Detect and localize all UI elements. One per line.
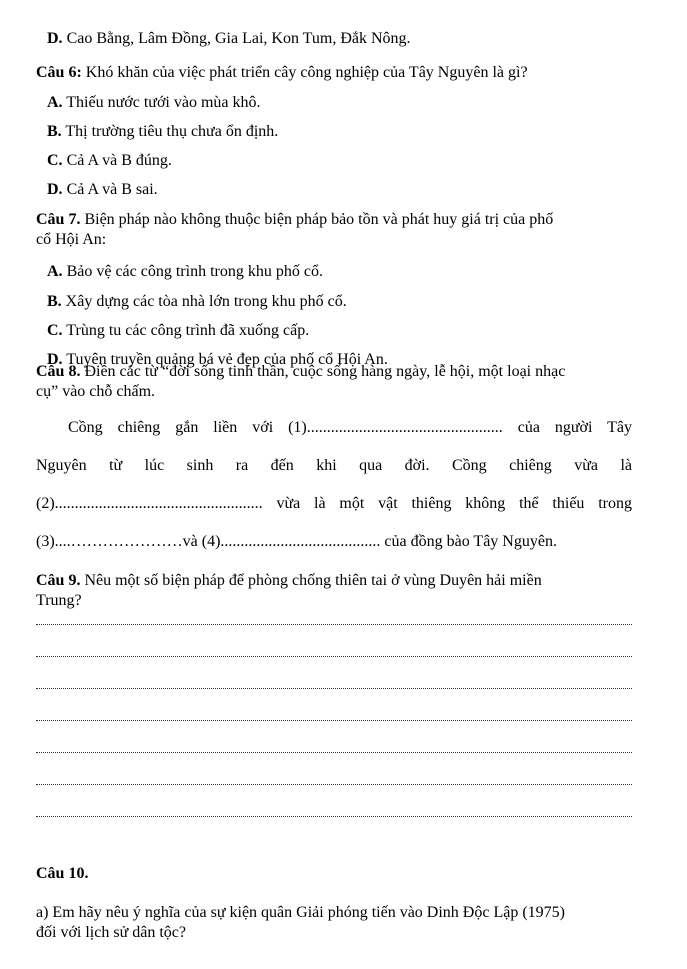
option-label: C. <box>47 322 63 339</box>
option-label: D. <box>47 30 63 47</box>
question-text: Điền các từ “đời sống tinh thần, cuộc sống hàng ngày, lễ hội, một loại nhạc <box>84 363 566 380</box>
q6-option-c <box>47 151 172 171</box>
option-label: B. <box>47 293 62 310</box>
option-text: Thị trường tiêu thụ chưa ổn định. <box>65 123 279 140</box>
answer-line[interactable] <box>36 720 632 721</box>
fill-blank-line-3 <box>36 494 632 514</box>
question-7 <box>36 210 553 230</box>
q6-option-b <box>47 122 278 142</box>
q6-option-a <box>47 93 261 113</box>
question-label: Câu 8. <box>36 363 81 380</box>
answer-line[interactable] <box>36 656 632 657</box>
answer-line[interactable] <box>36 784 632 785</box>
fill-blank-line-4 <box>36 532 557 552</box>
option-label: D. <box>47 181 63 198</box>
paragraph-text: (3)....…………………và (4)........................................ của đồng bào Tây Nguyên. <box>36 533 557 550</box>
option-label: D. <box>47 351 63 368</box>
option-label: A. <box>47 94 63 111</box>
answer-line[interactable] <box>36 688 632 689</box>
q7-option-b <box>47 292 347 312</box>
option-text: Trùng tu các công trình đã xuống cấp. <box>66 322 310 339</box>
question-9-line1 <box>36 571 542 591</box>
paragraph-text: Cồng chiêng gắn liền với (1)................................................. của người Tây <box>68 419 632 436</box>
option-text: Cả A và B sai. <box>66 181 158 198</box>
question-label: Câu 7. <box>36 211 81 228</box>
q6-option-d <box>47 180 158 200</box>
question-text: Biện pháp nào không thuộc biện pháp bảo tồn và phát huy giá trị của phố <box>84 211 554 228</box>
question-label: Câu 10. <box>36 865 89 882</box>
question-text: đối với lịch sử dân tộc? <box>36 924 186 941</box>
question-label: Câu 6: <box>36 64 82 81</box>
option-label: C. <box>47 152 63 169</box>
option-text: Thiếu nước tưới vào mùa khô. <box>66 94 261 111</box>
answer-line[interactable] <box>36 816 632 817</box>
option-text: Cao Bằng, Lâm Đồng, Gia Lai, Kon Tum, Đắk Nông. <box>66 30 411 47</box>
fill-blank-line-1 <box>68 418 632 438</box>
question-text: Trung? <box>36 592 82 609</box>
q5-option-d <box>47 29 411 49</box>
q7-option-a <box>47 262 323 282</box>
question-7-line2 <box>36 230 106 250</box>
option-text: Bảo vệ các công trình trong khu phố cổ. <box>66 263 323 280</box>
question-10-part-a-line2 <box>36 923 186 943</box>
question-text: a) Em hãy nêu ý nghĩa của sự kiện quân Giải phóng tiến vào Dinh Độc Lập (1975) <box>36 904 565 921</box>
question-8-line1 <box>36 362 565 382</box>
option-text: Xây dựng các tòa nhà lớn trong khu phố cổ. <box>65 293 347 310</box>
q7-option-c <box>47 321 309 341</box>
option-label: B. <box>47 123 62 140</box>
question-text: Nêu một số biện pháp để phòng chống thiên tai ở vùng Duyên hải miền <box>84 572 542 589</box>
question-9-line2 <box>36 591 82 611</box>
question-8-line2 <box>36 382 155 402</box>
answer-line[interactable] <box>36 752 632 753</box>
paragraph-text: (2).................................................... vừa là một vật thiêng không thể thiếu trong <box>36 495 632 512</box>
question-10-part-a-line1 <box>36 903 565 923</box>
option-text: Tuyên truyền quảng bá vẻ đẹp của phố cổ Hội An. <box>66 351 388 368</box>
question-6 <box>36 63 528 83</box>
question-text: Khó khăn của việc phát triển cây công nghiệp của Tây Nguyên là gì? <box>85 64 528 81</box>
paragraph-text: Nguyên từ lúc sinh ra đến khi qua đời. Cồng chiêng vừa là <box>36 457 632 474</box>
question-text: cụ” vào chỗ chấm. <box>36 383 156 400</box>
question-label: Câu 9. <box>36 572 81 589</box>
question-10 <box>36 864 88 884</box>
question-text: cổ Hội An: <box>36 231 107 248</box>
fill-blank-line-2 <box>36 456 632 476</box>
option-label: A. <box>47 263 63 280</box>
answer-line[interactable] <box>36 624 632 625</box>
option-text: Cả A và B đúng. <box>66 152 172 169</box>
